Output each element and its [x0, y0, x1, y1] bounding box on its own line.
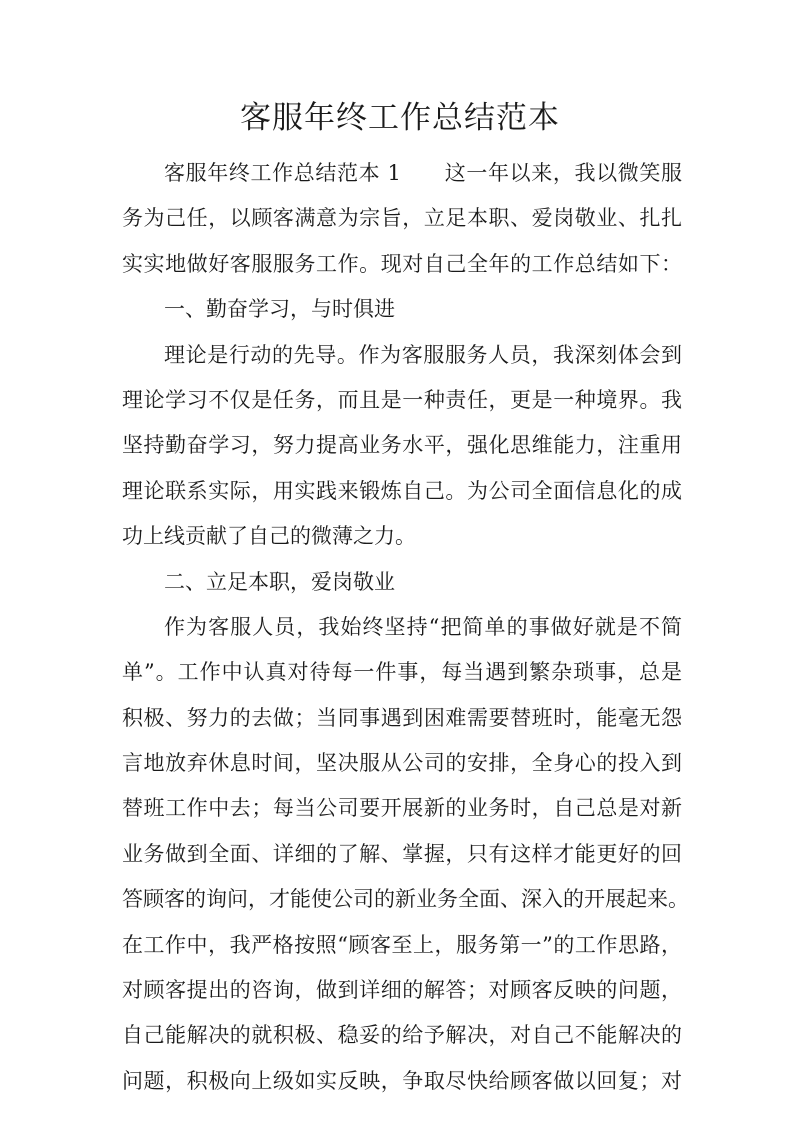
text-line: 一、勤奋学习，与时俱进: [164, 297, 395, 322]
text-line: 实实地做好客服服务工作。现对自己全年的工作总结如下：: [122, 251, 682, 276]
document-title: 客服年终工作总结范本: [240, 100, 560, 136]
text-line: 客服年终工作总结范本 1 这一年以来，我以微笑服: [164, 161, 682, 185]
text-line: 作为客服人员，我始终坚持“把简单的事做好就是不简: [164, 614, 682, 639]
text-line: 自己能解决的就积极、稳妥的给予解决，对自己不能解决的: [122, 1023, 682, 1048]
text-line: 理论联系实际，用实践来锻炼自己。为公司全面信息化的成: [122, 478, 682, 503]
text-line: 答顾客的询问，才能使公司的新业务全面、深入的开展起来。: [122, 887, 689, 912]
text-line: 在工作中，我严格按照“顾客至上，服务第一”的工作思路，: [122, 932, 682, 957]
text-line: 积极、努力的去做；当同事遇到困难需要替班时，能毫无怨: [122, 705, 682, 730]
text-line: 务为己任，以顾客满意为宗旨，立足本职、爱岗敬业、扎扎: [122, 206, 682, 231]
text-line: 功上线贡献了自己的微薄之力。: [122, 524, 416, 549]
text-line: 对顾客提出的咨询，做到详细的解答；对顾客反映的问题，: [122, 978, 682, 1003]
text-line: 二、立足本职，爱岗敬业: [164, 569, 395, 594]
text-line: 理论是行动的先导。作为客服服务人员，我深刻体会到: [164, 342, 682, 367]
text-line: 坚持勤奋学习，努力提高业务水平，强化思维能力，注重用: [122, 433, 682, 458]
text-line: 单”。工作中认真对待每一件事，每当遇到繁杂琐事，总是: [122, 660, 682, 685]
document-body: [122, 151, 689, 1104]
text-line: 业务做到全面、详细的了解、掌握，只有这样才能更好的回: [122, 841, 682, 866]
text-line: 问题，积极向上级如实反映，争取尽快给顾客做以回复；对: [122, 1068, 682, 1093]
text-line: 言地放弃休息时间，坚决服从公司的安排，全身心的投入到: [122, 751, 682, 776]
text-line: 理论学习不仅是任务，而且是一种责任，更是一种境界。我: [122, 387, 682, 412]
text-line: 替班工作中去；每当公司要开展新的业务时，自己总是对新: [122, 796, 682, 821]
